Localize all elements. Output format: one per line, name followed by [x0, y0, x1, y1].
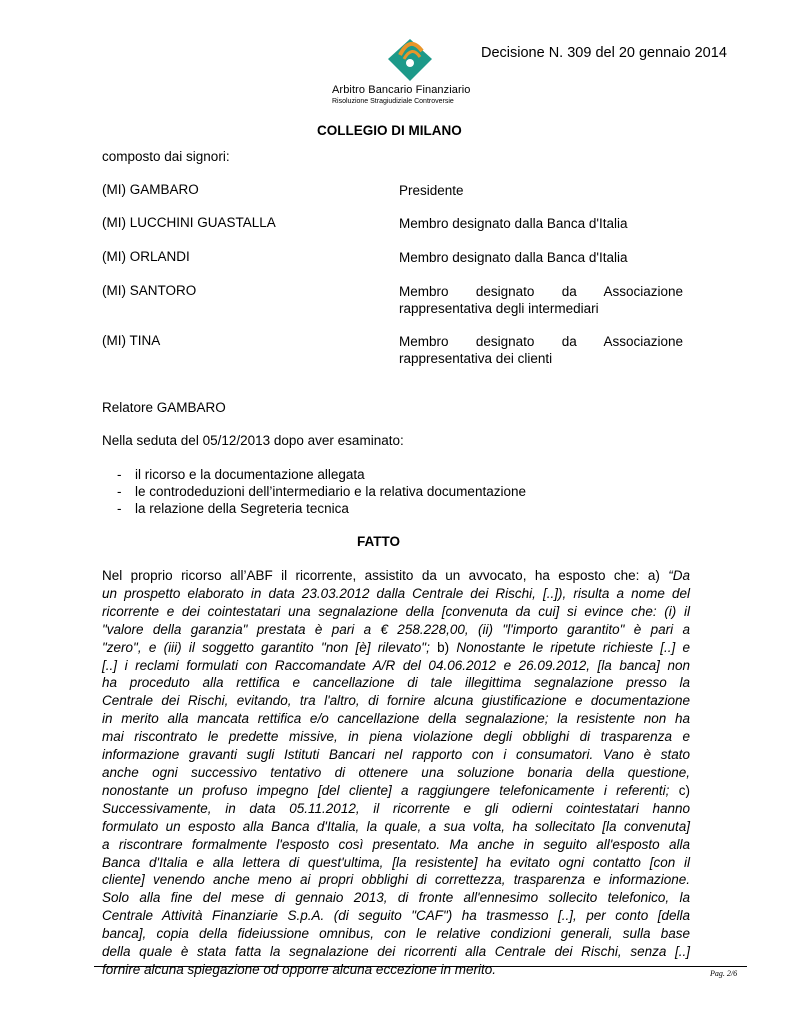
- quoted-text: informazione gravanti sugli Istituti Bancari nel rapporto con i consumatori. Vano è stato: [102, 747, 690, 763]
- member-role-line: Membro designato da Associazione: [399, 284, 683, 299]
- examined-list: [117, 466, 526, 517]
- body-line: [102, 782, 690, 800]
- member-name: (MI) LUCCHINI GUASTALLA: [102, 215, 276, 230]
- seduta-line: Nella seduta del 05/12/2013 dopo aver esaminato:: [102, 433, 404, 448]
- body-line: [102, 871, 690, 889]
- member-role: [399, 333, 683, 367]
- quoted-text: banca], copia della fideiussione omnibus, con le relative condizioni generali, sulla base: [102, 926, 690, 942]
- member-role: [399, 249, 683, 266]
- body-line: [102, 961, 690, 979]
- quoted-text: a riscontrare formalmente l'esposto così presentato. Ma anche in seguito all'esposto alla: [102, 836, 690, 852]
- quoted-text: "valore della garanzia" prestata è pari a € 258.228,00, (ii) "l'importo garantito" è pari a: [102, 621, 690, 637]
- body-line: [102, 621, 690, 639]
- body-line: [102, 585, 690, 603]
- abf-emblem-icon: [370, 33, 450, 83]
- list-item-text: la relazione della Segreteria tecnica: [135, 501, 349, 516]
- quoted-text: Banca d'Italia e alla lettera di quest'ultima, [la resistente] ha evitato ogni contatto [con il: [102, 854, 690, 870]
- quoted-text: mai riscontrato le predette missive, in piena violazione degli obblighi di trasparenza e: [102, 729, 690, 745]
- relatore: Relatore GAMBARO: [102, 400, 226, 415]
- member-name: (MI) TINA: [102, 333, 161, 348]
- member-role-line: Membro designato dalla Banca d'Italia: [399, 216, 628, 231]
- quoted-text: fornire alcuna spiegazione od opporre alcuna eccezione in merito.: [102, 961, 496, 977]
- body-line: [102, 925, 690, 943]
- body-line: [102, 943, 690, 961]
- quoted-text: ricorrente e dei cointestatari una segnalazione della [convenuta da cui] si evince che: (i) il: [102, 603, 690, 619]
- quoted-text: “Da: [668, 568, 690, 583]
- body-text: c): [669, 782, 690, 798]
- list-item-text: le controdeduzioni dell’intermediario e la relativa documentazione: [135, 484, 526, 499]
- quoted-text: un prospetto elaborato in data 23.03.2012 dalla Centrale dei Rischi, [..]), risulta a nome del: [102, 585, 690, 601]
- body-line: [102, 836, 690, 854]
- quoted-text: Centrale Attività Finanziarie S.p.A. (di seguito "CAF") ha trasmesso [..], per conto [della: [102, 908, 690, 924]
- fatto-body: [102, 567, 690, 979]
- list-item: [117, 500, 526, 517]
- quoted-text: Centrale dei Rischi, evitando, tra l'altro, di fornire alcuna giustificazione e documentazione: [102, 693, 690, 709]
- body-text: Nel proprio ricorso all’ABF il ricorrente, assistito da un avvocato, ha esposto che: a): [102, 568, 669, 583]
- quoted-text: Nonostante le ripetute richieste [..] e: [456, 639, 690, 655]
- quoted-text: ha proceduto alla rettifica e cancellazione di tale illegittima segnalazione presso la: [102, 675, 690, 691]
- quoted-text: della quale è stata fatta la segnalazione dei ricorrenti alla Centrale dei Rischi, senza [..]: [102, 944, 690, 960]
- quoted-text: [..] i reclami formulati con Raccomandate A/R del 04.06.2012 e 26.09.2012, [la banca] non: [102, 657, 690, 673]
- body-line: [102, 674, 690, 692]
- footer-divider: [94, 966, 747, 967]
- member-role-line: rappresentativa degli intermediari: [399, 301, 599, 316]
- member-role: [399, 215, 683, 232]
- decision-number: Decisione N. 309 del 20 gennaio 2014: [481, 45, 727, 61]
- body-line: [102, 746, 690, 764]
- bullet-marker: -: [117, 484, 122, 499]
- quoted-text: formulato un esposto alla Banca d'Italia, la quale, a sua volta, ha sollecitato [la convenuta]: [102, 818, 690, 834]
- member-role: [399, 182, 683, 199]
- quoted-text: Solo alla fine del mese di gennaio 2013, di fronte all'ennesimo sollecito telefonico, la: [102, 890, 690, 906]
- member-role-line: Membro designato dalla Banca d'Italia: [399, 250, 628, 265]
- member-name: (MI) SANTORO: [102, 283, 197, 298]
- quoted-text: Successivamente, in data 05.11.2012, il ricorrente e gli odierni cointestatari hanno: [102, 800, 690, 816]
- body-text: b): [429, 639, 457, 655]
- body-line: [102, 764, 690, 782]
- quoted-text: "zero", e (iii) il soggetto garantito "non [è] rilevato";: [102, 639, 430, 655]
- abf-logo: [330, 33, 490, 111]
- page-number: Pag. 2/6: [710, 969, 738, 978]
- body-line: [102, 657, 690, 675]
- section-title: FATTO: [357, 534, 400, 549]
- body-line: [102, 818, 690, 836]
- quoted-text: in merito alla mancata rettifica e/o cancellazione della segnalazione; la resistente non ha: [102, 711, 690, 727]
- member-role: [399, 283, 683, 317]
- logo-name: Arbitro Bancario Finanziario: [332, 84, 471, 96]
- list-item: [117, 466, 526, 483]
- body-line: [102, 907, 690, 925]
- body-line: [102, 800, 690, 818]
- composed-intro: composto dai signori:: [102, 149, 230, 164]
- body-line: [102, 639, 690, 657]
- body-line: [102, 889, 690, 907]
- list-item: [117, 483, 526, 500]
- body-line: [102, 567, 690, 585]
- body-line: [102, 692, 690, 710]
- member-name: (MI) GAMBARO: [102, 182, 199, 197]
- body-line: [102, 603, 690, 621]
- body-line: [102, 854, 690, 872]
- member-name: (MI) ORLANDI: [102, 249, 190, 264]
- quoted-text: nonostante un profuso impegno [del cliente] a raggiungere telefonicamente i referenti;: [102, 782, 670, 798]
- body-line: [102, 728, 690, 746]
- member-role-line: rappresentativa dei clienti: [399, 351, 553, 366]
- member-role-line: Presidente: [399, 183, 464, 198]
- member-role-line: Membro designato da Associazione: [399, 334, 683, 349]
- bullet-marker: -: [117, 467, 122, 482]
- quoted-text: cliente] venendo anche meno ai propri obblighi di correttezza, trasparenza e informazione.: [102, 872, 690, 888]
- bullet-marker: -: [117, 501, 122, 516]
- list-item-text: il ricorso e la documentazione allegata: [135, 467, 365, 482]
- body-line: [102, 710, 690, 728]
- logo-subtitle: Risoluzione Stragiudiziale Controversie: [332, 98, 454, 105]
- quoted-text: anche ogni successivo tentativo di ottenere una soluzione bonaria della questione,: [102, 764, 690, 780]
- college-title: COLLEGIO DI MILANO: [317, 123, 462, 138]
